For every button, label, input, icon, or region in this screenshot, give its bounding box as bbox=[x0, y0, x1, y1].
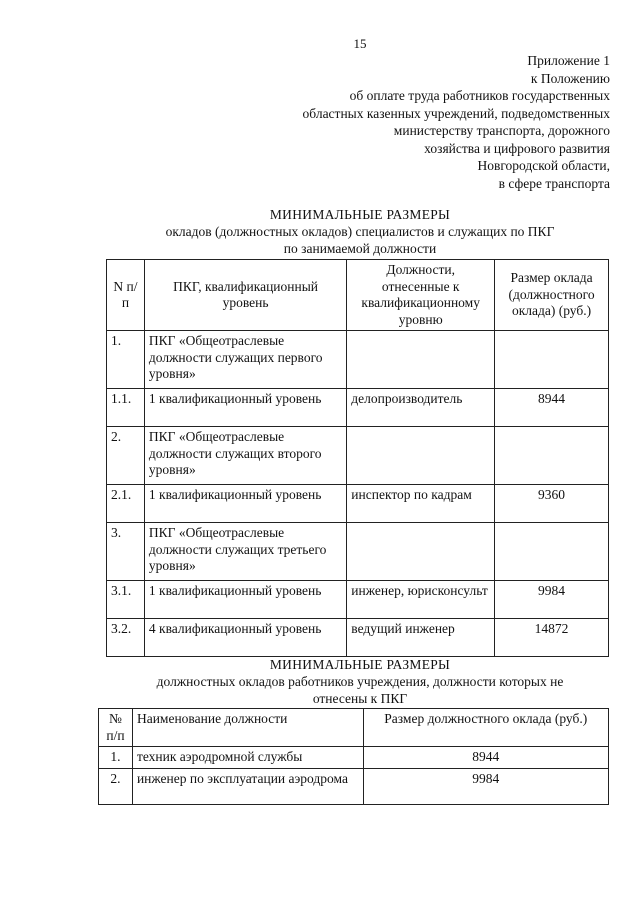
pkg-salary-table bbox=[106, 259, 609, 657]
table-row bbox=[107, 427, 609, 485]
table-row bbox=[107, 523, 609, 581]
table-row bbox=[99, 768, 609, 804]
appendix-line: об оплате труда работников государственных bbox=[349, 88, 610, 103]
section1-subtitle-line2: по занимаемой должности bbox=[283, 241, 437, 256]
section2-title: МИНИМАЛЬНЫЕ РАЗМЕРЫ bbox=[269, 657, 451, 672]
table-row bbox=[107, 619, 609, 657]
table-row bbox=[99, 747, 609, 769]
row-num: 2. bbox=[99, 768, 133, 804]
page-number: 15 bbox=[353, 36, 367, 51]
row-num: 2. bbox=[107, 427, 145, 485]
row-pkg: 1 квалификационный уровень bbox=[144, 389, 346, 427]
header-positions: Должности, отнесенные к квалификационному уровню bbox=[347, 260, 495, 331]
row-salary: 9984 bbox=[495, 581, 609, 619]
header-salary: Размер должностного оклада (руб.) bbox=[363, 709, 609, 747]
row-num: 1. bbox=[99, 747, 133, 769]
row-num: 2.1. bbox=[107, 485, 145, 523]
row-num: 3. bbox=[107, 523, 145, 581]
row-positions: инспектор по кадрам bbox=[347, 485, 495, 523]
section1-heading bbox=[0, 206, 640, 257]
table-row bbox=[107, 389, 609, 427]
header-num: № п/п bbox=[99, 709, 133, 747]
appendix-line: министерству транспорта, дорожного bbox=[393, 123, 610, 138]
appendix-line: Новгородской области, bbox=[477, 158, 610, 173]
section1-subtitle-line1: окладов (должностных окладов) специалистов и служащих по ПКГ bbox=[165, 224, 555, 239]
section2-subtitle-line2: отнесены к ПКГ bbox=[312, 691, 408, 706]
table-row bbox=[107, 485, 609, 523]
appendix-line: хозяйства и цифрового развития bbox=[424, 140, 610, 156]
row-num: 3.1. bbox=[107, 581, 145, 619]
appendix-line: в сфере транспорта bbox=[498, 175, 610, 191]
row-positions bbox=[347, 331, 495, 389]
appendix-line: Приложение 1 bbox=[527, 53, 610, 68]
row-pkg: ПКГ «Общеотраслевые должности служащих второго уровня» bbox=[144, 427, 346, 485]
row-positions bbox=[347, 427, 495, 485]
row-salary bbox=[495, 427, 609, 485]
section2-heading bbox=[0, 656, 640, 707]
row-salary: 9360 bbox=[495, 485, 609, 523]
row-positions: ведущий инженер bbox=[347, 619, 495, 657]
row-salary: 8944 bbox=[495, 389, 609, 427]
table-row bbox=[107, 581, 609, 619]
row-salary bbox=[495, 523, 609, 581]
row-num: 3.2. bbox=[107, 619, 145, 657]
header-pkg: ПКГ, квалификационный уровень bbox=[144, 260, 346, 331]
header-salary: Размер оклада (должностного оклада) (руб.) bbox=[495, 260, 609, 331]
row-salary: 8944 bbox=[363, 747, 609, 769]
row-salary: 9984 bbox=[363, 768, 609, 804]
row-num: 1. bbox=[107, 331, 145, 389]
header-num: N п/п bbox=[107, 260, 145, 331]
row-positions bbox=[347, 523, 495, 581]
row-salary bbox=[495, 331, 609, 389]
table-row bbox=[107, 331, 609, 389]
row-pkg: 1 квалификационный уровень bbox=[144, 485, 346, 523]
row-pkg: ПКГ «Общеотраслевые должности служащих третьего уровня» bbox=[144, 523, 346, 581]
row-positions: делопроизводитель bbox=[347, 389, 495, 427]
row-pkg: 4 квалификационный уровень bbox=[144, 619, 346, 657]
section1-title: МИНИМАЛЬНЫЕ РАЗМЕРЫ bbox=[269, 207, 451, 222]
appendix-line: областных казенных учреждений, подведомственных bbox=[302, 105, 610, 121]
row-name: инженер по эксплуатации аэродрома bbox=[132, 768, 363, 804]
row-positions: инженер, юрисконсульт bbox=[347, 581, 495, 619]
row-salary: 14872 bbox=[495, 619, 609, 657]
row-name: техник аэродромной службы bbox=[132, 747, 363, 769]
row-num: 1.1. bbox=[107, 389, 145, 427]
appendix-line: к Положению bbox=[530, 70, 610, 86]
appendix-header bbox=[170, 52, 610, 192]
section2-subtitle-line1: должностных окладов работников учреждения, должности которых не bbox=[156, 674, 564, 689]
header-name: Наименование должности bbox=[132, 709, 363, 747]
row-pkg: ПКГ «Общеотраслевые должности служащих первого уровня» bbox=[144, 331, 346, 389]
row-pkg: 1 квалификационный уровень bbox=[144, 581, 346, 619]
non-pkg-salary-table bbox=[98, 708, 609, 805]
